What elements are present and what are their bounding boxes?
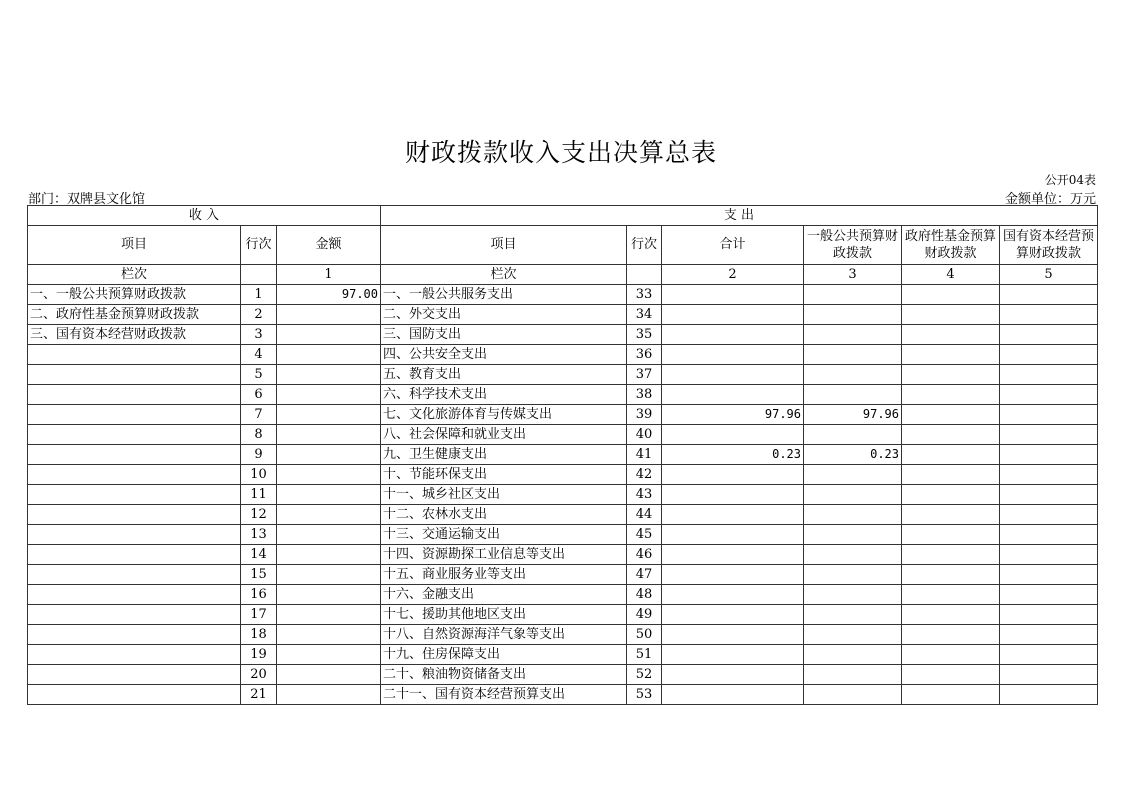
gov-fund-amount-cell [902,565,1000,585]
expense-item-cell: 十、节能环保支出 [381,465,627,485]
gov-fund-amount-cell [902,685,1000,705]
expense-item-cell: 十五、商业服务业等支出 [381,565,627,585]
general-budget-amount-cell [804,305,902,325]
income-row-no-cell: 21 [241,685,277,705]
total-amount-cell: 97.96 [662,405,804,425]
table-row [28,485,1098,505]
income-row-no-cell: 20 [241,665,277,685]
general-budget-amount-cell [804,365,902,385]
table-row [28,605,1098,625]
gov-fund-amount-cell [902,345,1000,365]
total-amount-cell [662,345,804,365]
expense-row-no-cell: 47 [627,565,662,585]
gov-fund-amount-cell [902,305,1000,325]
expense-item-cell: 十七、援助其他地区支出 [381,605,627,625]
income-row-no-cell: 8 [241,425,277,445]
income-item-cell [28,405,241,425]
general-budget-amount-cell [804,505,902,525]
expense-row-no-cell: 36 [627,345,662,365]
expense-item-cell: 九、卫生健康支出 [381,445,627,465]
gov-fund-amount-cell [902,425,1000,445]
gov-fund-amount-cell [902,405,1000,425]
table-row [28,445,1098,465]
total-amount-cell: 0.23 [662,445,804,465]
expense-item-cell: 十二、农林水支出 [381,505,627,525]
state-capital-amount-cell [1000,585,1098,605]
income-item-cell [28,605,241,625]
income-item-cell [28,545,241,565]
col-index-general-budget: 3 [804,265,902,285]
general-budget-amount-cell [804,385,902,405]
income-row-no-cell: 7 [241,405,277,425]
total-amount-cell [662,585,804,605]
expense-item-cell: 十四、资源勘探工业信息等支出 [381,545,627,565]
expense-item-cell: 十八、自然资源海洋气象等支出 [381,625,627,645]
col-index-label-2: 栏次 [381,265,627,285]
income-amount-cell [277,405,381,425]
income-amount-cell [277,505,381,525]
expense-item-cell: 十九、住房保障支出 [381,645,627,665]
table-row [28,565,1098,585]
general-budget-amount-cell [804,485,902,505]
income-item-cell [28,645,241,665]
expense-row-no-cell: 48 [627,585,662,605]
income-row-no-cell: 19 [241,645,277,665]
income-item-cell [28,445,241,465]
income-row-no-cell: 16 [241,585,277,605]
total-amount-cell [662,605,804,625]
income-amount-cell [277,565,381,585]
state-capital-amount-cell [1000,625,1098,645]
expense-item-cell: 十六、金融支出 [381,585,627,605]
income-amount-cell [277,545,381,565]
total-amount-cell [662,565,804,585]
state-capital-amount-cell [1000,305,1098,325]
total-amount-cell [662,505,804,525]
income-row-no-cell: 2 [241,305,277,325]
col-index-gov-fund: 4 [902,265,1000,285]
state-capital-amount-cell [1000,465,1098,485]
income-amount-cell [277,465,381,485]
total-amount-cell [662,365,804,385]
income-item-cell [28,685,241,705]
general-budget-amount-cell [804,285,902,305]
department-label: 部门：双牌县文化馆 [28,192,146,207]
income-item-cell: 三、国有资本经营财政拨款 [28,325,241,345]
expense-row-no-cell: 51 [627,645,662,665]
expense-row-no-cell: 46 [627,545,662,565]
state-capital-amount-cell [1000,645,1098,665]
expense-item-cell: 一、一般公共服务支出 [381,285,627,305]
income-row-no-header: 行次 [241,226,277,265]
income-row-no-cell: 18 [241,625,277,645]
income-row-no-cell: 12 [241,505,277,525]
col-index-blank [241,265,277,285]
income-item-cell [28,465,241,485]
expense-row-no-cell: 35 [627,325,662,345]
income-row-no-cell: 14 [241,545,277,565]
expense-item-cell: 二十一、国有资本经营预算支出 [381,685,627,705]
table-row [28,325,1098,345]
general-budget-amount-cell: 0.23 [804,445,902,465]
table-row [28,545,1098,565]
expense-row-no-cell: 42 [627,465,662,485]
income-row-no-cell: 3 [241,325,277,345]
expense-row-no-cell: 53 [627,685,662,705]
table-row [28,465,1098,485]
general-budget-amount-cell: 97.96 [804,405,902,425]
table-row [28,405,1098,425]
income-item-cell: 一、一般公共预算财政拨款 [28,285,241,305]
gov-fund-amount-cell [902,645,1000,665]
total-amount-cell [662,485,804,505]
gov-fund-amount-cell [902,545,1000,565]
general-budget-amount-cell [804,465,902,485]
income-row-no-cell: 11 [241,485,277,505]
income-row-no-cell: 13 [241,525,277,545]
total-amount-cell [662,385,804,405]
income-row-no-cell: 10 [241,465,277,485]
table-row [28,425,1098,445]
income-row-no-cell: 4 [241,345,277,365]
expense-item-cell: 二十、粮油物资储备支出 [381,665,627,685]
total-amount-cell [662,305,804,325]
income-amount-cell [277,445,381,465]
table-row [28,305,1098,325]
total-amount-cell [662,685,804,705]
income-amount-cell [277,665,381,685]
total-amount-cell [662,645,804,665]
income-amount-cell [277,625,381,645]
general-budget-amount-cell [804,605,902,625]
income-item-cell [28,425,241,445]
expense-item-cell: 七、文化旅游体育与传媒支出 [381,405,627,425]
state-capital-amount-cell [1000,445,1098,465]
gov-fund-amount-cell [902,285,1000,305]
expense-row-no-header: 行次 [627,226,662,265]
expense-item-cell: 四、公共安全支出 [381,345,627,365]
income-amount-cell [277,685,381,705]
state-capital-amount-cell [1000,665,1098,685]
table-row [28,585,1098,605]
state-capital-amount-cell [1000,545,1098,565]
income-amount-cell [277,585,381,605]
state-capital-amount-cell [1000,485,1098,505]
gov-fund-header: 政府性基金预算财政拨款 [902,226,1000,265]
expense-row-no-cell: 41 [627,445,662,465]
state-capital-amount-cell [1000,285,1098,305]
general-budget-amount-cell [804,425,902,445]
income-row-no-cell: 6 [241,385,277,405]
expense-row-no-cell: 52 [627,665,662,685]
gov-fund-amount-cell [902,605,1000,625]
table-row [28,285,1098,305]
expense-item-cell: 三、国防支出 [381,325,627,345]
income-amount-cell [277,365,381,385]
income-amount-cell [277,385,381,405]
state-capital-amount-cell [1000,365,1098,385]
state-capital-amount-cell [1000,405,1098,425]
income-amount-header: 金额 [277,226,381,265]
expense-item-cell: 十三、交通运输支出 [381,525,627,545]
income-row-no-cell: 1 [241,285,277,305]
gov-fund-amount-cell [902,525,1000,545]
column-header-row [28,226,1098,265]
total-amount-cell [662,665,804,685]
income-item-cell [28,565,241,585]
table-row [28,525,1098,545]
expense-row-no-cell: 34 [627,305,662,325]
expense-section-header: 支 出 [381,206,1098,226]
income-row-no-cell: 5 [241,365,277,385]
state-capital-amount-cell [1000,345,1098,365]
expense-row-no-cell: 37 [627,365,662,385]
income-amount-cell [277,305,381,325]
income-item-cell [28,385,241,405]
general-budget-amount-cell [804,525,902,545]
state-capital-header: 国有资本经营预算财政拨款 [1000,226,1098,265]
gov-fund-amount-cell [902,665,1000,685]
state-capital-amount-cell [1000,425,1098,445]
total-amount-cell [662,325,804,345]
income-row-no-cell: 17 [241,605,277,625]
expense-row-no-cell: 44 [627,505,662,525]
general-budget-amount-cell [804,345,902,365]
total-amount-cell [662,545,804,565]
table-row [28,665,1098,685]
expense-item-cell: 十一、城乡社区支出 [381,485,627,505]
col-index-total: 2 [662,265,804,285]
state-capital-amount-cell [1000,525,1098,545]
gov-fund-amount-cell [902,585,1000,605]
total-header: 合计 [662,226,804,265]
income-item-cell [28,485,241,505]
state-capital-amount-cell [1000,605,1098,625]
income-amount-cell [277,485,381,505]
expense-row-no-cell: 39 [627,405,662,425]
general-budget-amount-cell [804,565,902,585]
income-item-cell [28,365,241,385]
income-item-cell [28,345,241,365]
gov-fund-amount-cell [902,465,1000,485]
state-capital-amount-cell [1000,565,1098,585]
state-capital-amount-cell [1000,325,1098,345]
total-amount-cell [662,625,804,645]
general-budget-amount-cell [804,545,902,565]
unit-label: 金额单位：万元 [1004,192,1096,207]
state-capital-amount-cell [1000,505,1098,525]
income-amount-cell [277,645,381,665]
expense-row-no-cell: 33 [627,285,662,305]
expense-row-no-cell: 40 [627,425,662,445]
col-index-label: 栏次 [28,265,241,285]
income-item-cell [28,625,241,645]
income-row-no-cell: 15 [241,565,277,585]
general-budget-header: 一般公共预算财政拨款 [804,226,902,265]
income-item-header: 项目 [28,226,241,265]
income-amount-cell [277,605,381,625]
gov-fund-amount-cell [902,485,1000,505]
total-amount-cell [662,525,804,545]
table-row [28,365,1098,385]
gov-fund-amount-cell [902,325,1000,345]
general-budget-amount-cell [804,625,902,645]
income-item-cell [28,505,241,525]
income-item-cell [28,585,241,605]
total-amount-cell [662,425,804,445]
expense-item-cell: 二、外交支出 [381,305,627,325]
fiscal-summary-table [27,205,1098,705]
column-index-row [28,265,1098,285]
total-amount-cell [662,465,804,485]
table-row [28,505,1098,525]
expense-item-cell: 五、教育支出 [381,365,627,385]
general-budget-amount-cell [804,325,902,345]
gov-fund-amount-cell [902,365,1000,385]
expense-row-no-cell: 43 [627,485,662,505]
table-row [28,685,1098,705]
gov-fund-amount-cell [902,625,1000,645]
state-capital-amount-cell [1000,685,1098,705]
expense-item-cell: 六、科学技术支出 [381,385,627,405]
general-budget-amount-cell [804,685,902,705]
income-item-cell: 二、政府性基金预算财政拨款 [28,305,241,325]
page-title: 财政拨款收入支出决算总表 [404,138,717,167]
income-item-cell [28,525,241,545]
state-capital-amount-cell [1000,385,1098,405]
income-section-header: 收 入 [28,206,381,226]
expense-row-no-cell: 49 [627,605,662,625]
income-amount-cell [277,525,381,545]
table-row [28,345,1098,365]
income-row-no-cell: 9 [241,445,277,465]
income-amount-cell: 97.00 [277,285,381,305]
gov-fund-amount-cell [902,445,1000,465]
table-row [28,385,1098,405]
table-row [28,645,1098,665]
general-budget-amount-cell [804,585,902,605]
col-index-blank-2 [627,265,662,285]
total-amount-cell [662,285,804,305]
income-amount-cell [277,325,381,345]
general-budget-amount-cell [804,645,902,665]
expense-item-header: 项目 [381,226,627,265]
expense-row-no-cell: 38 [627,385,662,405]
income-amount-cell [277,425,381,445]
income-item-cell [28,665,241,685]
table-row [28,625,1098,645]
general-budget-amount-cell [804,665,902,685]
col-index-state-capital: 5 [1000,265,1098,285]
form-number: 公开04表 [1044,173,1096,187]
section-header-row [28,206,1098,226]
gov-fund-amount-cell [902,385,1000,405]
expense-row-no-cell: 45 [627,525,662,545]
col-index-amount: 1 [277,265,381,285]
expense-row-no-cell: 50 [627,625,662,645]
expense-item-cell: 八、社会保障和就业支出 [381,425,627,445]
gov-fund-amount-cell [902,505,1000,525]
income-amount-cell [277,345,381,365]
